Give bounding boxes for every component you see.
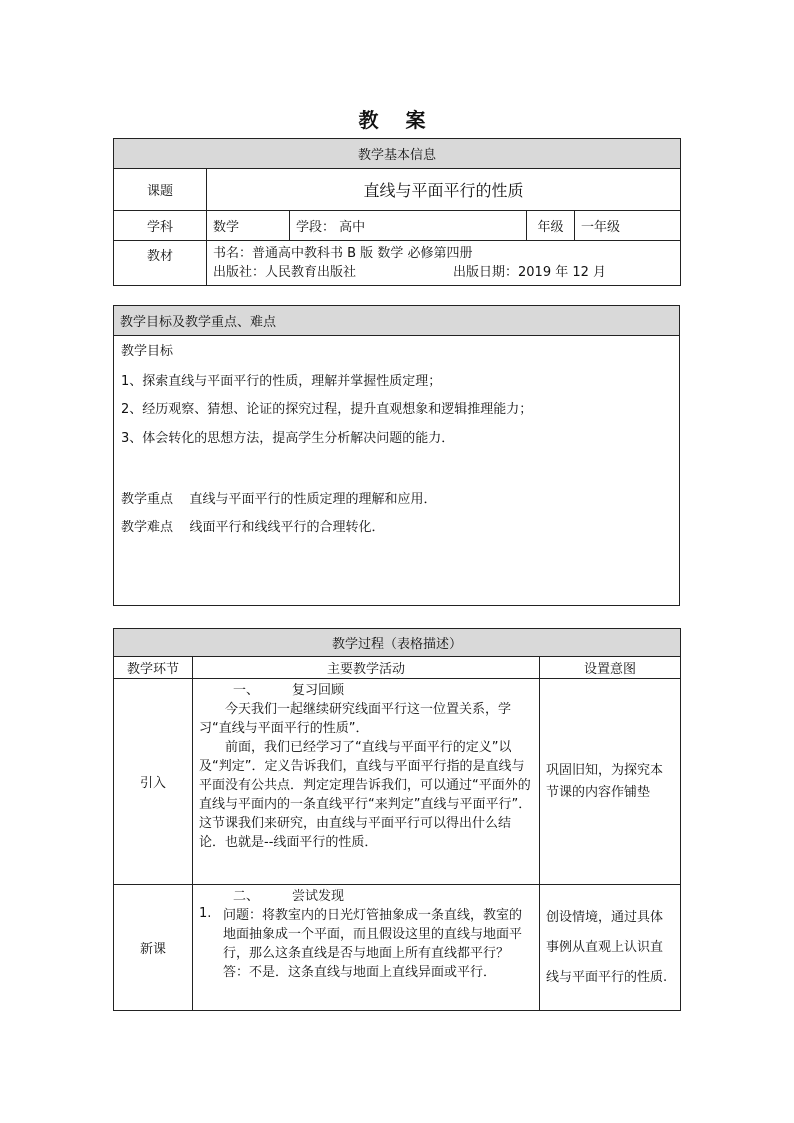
goals-table [113, 305, 680, 606]
topic-value: 直线与平面平行的性质 [207, 169, 681, 211]
grade-label: 年级 [527, 211, 575, 241]
document-title: 教 案 [358, 108, 436, 132]
subject-value: 数学 [207, 211, 290, 241]
activity-intro [193, 679, 540, 885]
publisher: 出版社：人民教育出版社 [213, 265, 357, 280]
question-text: 问题：将教室内的日光灯管抽象成一条直线，教室的地面抽象成一个平面，而且假设这里的直线与地面平行，那么这条直线是否与地面上所有直线都平行？ [223, 908, 523, 961]
section-heading: 二、 尝试发现 [233, 889, 345, 904]
goals-body [114, 336, 680, 606]
intent-intro: 巩固旧知，为探究本节课的内容作铺垫 [540, 679, 681, 885]
key-point: 教学重点 直线与平面平行的性质定理的理解和应用． [121, 492, 437, 507]
difficulty: 教学难点 线面平行和线线平行的合理转化． [121, 520, 385, 535]
goal-item: 1、探索直线与平面平行的性质，理解并掌握性质定理； [121, 374, 442, 389]
col-stage-header: 教学环节 [114, 657, 193, 679]
section-heading: 一、 复习回顾 [233, 683, 345, 698]
goal-item: 3、体会转化的思想方法，提高学生分析解决问题的能力． [121, 431, 455, 446]
activity-paragraph: 前面，我们已经学习了“直线与平面平行的定义”以及“判定”．定义告诉我们，直线与平面平行指的是直线与平面没有公共点．判定定理告诉我们，可以通过“平面外的直线与平面内的一条直线平行“来判定”直线与平面平行”．这节课我们来研究，由直线与平面平行可以得出什么结论．也就是--线面平行的性质． [199, 740, 532, 850]
answer-text: 答：不是．这条直线与地面上直线异面或平行． [223, 965, 497, 980]
basic-info-header: 教学基本信息 [114, 139, 681, 169]
goal-item: 2、经历观察、猜想、论证的探究过程，提升直观想象和逻辑推理能力； [121, 402, 533, 417]
material-info [207, 241, 681, 286]
goals-header: 教学目标及教学重点、难点 [114, 306, 680, 336]
process-table [113, 628, 681, 1011]
publish-date: 出版日期：2019 年 12 月 [453, 265, 607, 280]
grade-value: 一年级 [575, 211, 681, 241]
stage-new: 新课 [114, 885, 193, 1011]
basic-info-table [113, 138, 681, 286]
col-activity-header: 主要教学活动 [193, 657, 540, 679]
stage-intro: 引入 [114, 679, 193, 885]
stage-value: 学段： 高中 [290, 211, 527, 241]
intent-new: 创设情境，通过具体事例从直观上认识直线与平面平行的性质. [540, 885, 681, 1011]
question-number: 1. [199, 906, 212, 921]
process-header: 教学过程（表格描述） [114, 629, 681, 657]
book-line: 书名：普通高中教科书 B 版 数学 必修第四册 [213, 246, 473, 261]
subject-label: 学科 [114, 211, 207, 241]
topic-label: 课题 [114, 169, 207, 211]
material-label: 教材 [114, 241, 207, 286]
goal-title: 教学目标 [121, 344, 174, 359]
activity-paragraph: 今天我们一起继续研究线面平行这一位置关系，学习“直线与平面平行的性质”． [199, 702, 512, 736]
col-intent-header: 设置意图 [540, 657, 681, 679]
activity-new [193, 885, 540, 1011]
